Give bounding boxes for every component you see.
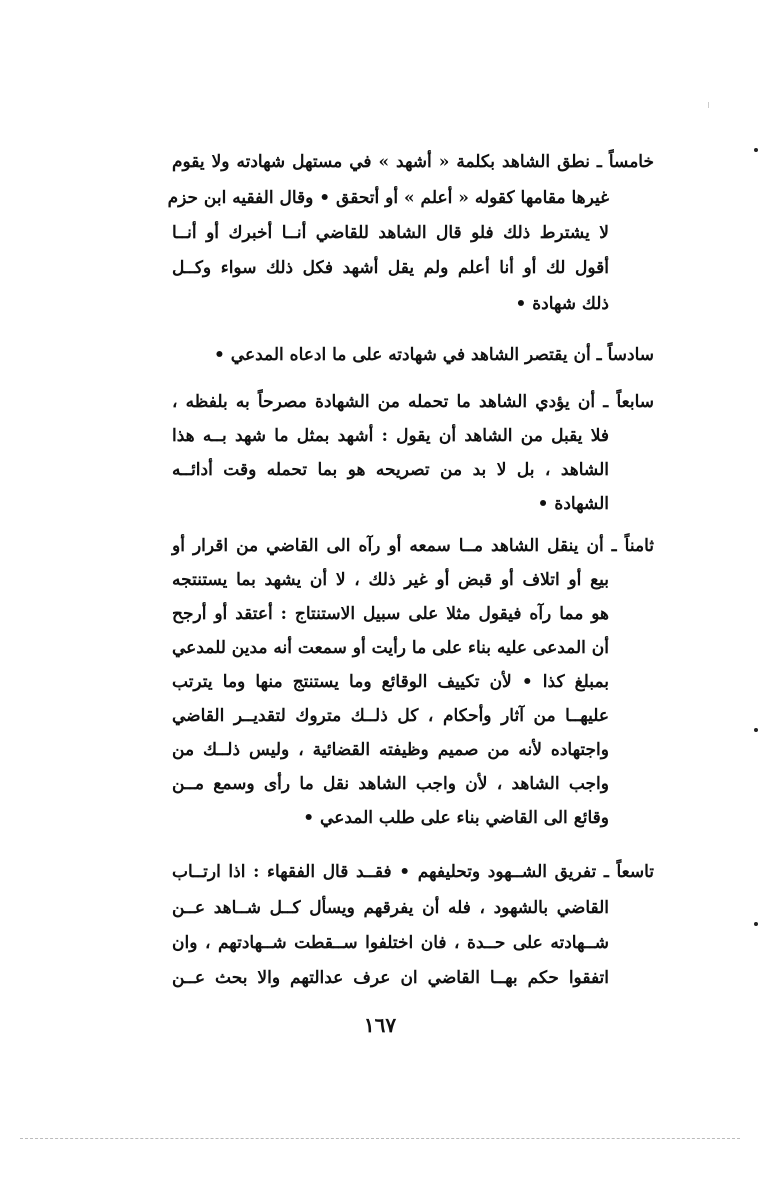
text-line: أقول لك أو أنا أعلم ولم يقل أشهد فكل ذلك سواء وكــل — [172, 258, 609, 278]
text-line: أن المدعى عليه بناء على ما رأيت أو سمعت أنه مدين للمدعي — [172, 638, 610, 658]
text-line: اتفقوا حكم بهــا القاضي ان عرف عدالتهم والا بحث عــن — [172, 968, 609, 988]
margin-mark — [754, 148, 758, 152]
text-line: شــهادته على حــدة ، فان اختلفوا ســقطت شــهادتهم ، وان — [172, 933, 609, 953]
text-line: القاضي بالشهود ، فله أن يفرقهم ويسأل كــل شــاهد عــن — [172, 898, 609, 918]
scan-mark — [702, 102, 709, 108]
text-line: خامساً ـ نطق الشاهد بكلمة « أشهد » في مستهل شهادته ولا يقوم — [172, 152, 654, 172]
text-line: سادساً ـ أن يقتصر الشاهد في شهادته على ما ادعاه المدعي • — [214, 345, 654, 365]
scan-edge — [20, 1138, 740, 1139]
text-line: ثامناً ـ أن ينقل الشاهد مــا سمعه أو رآه الى القاضي من اقرار أو — [172, 536, 654, 556]
text-line: الشاهد ، بل لا بد من تصريحه هو بما تحمله وقت أدائــه — [172, 460, 609, 480]
margin-mark — [754, 922, 758, 926]
text-line: عليهــا من آثار وأحكام ، كل ذلــك متروك لتقديــر القاضي — [172, 706, 609, 726]
text-line: تاسعاً ـ تفريق الشــهود وتحليفهم • فقــد قال الفقهاء : اذا ارتــاب — [172, 862, 654, 882]
text-line: لا يشترط ذلك فلو قال الشاهد للقاضي أنــا أخبرك أو أنــا — [172, 223, 609, 243]
text-line: بيع أو اتلاف أو قبض أو غير ذلك ، لا أن يشهد بما يستنتجه — [172, 570, 609, 590]
text-line: واجب الشاهد ، لأن واجب الشاهد نقل ما رأى وسمع مــن — [172, 774, 609, 794]
text-line: غيرها مقامها كقوله « أعلم » أو أتحقق • وقال الفقيه ابن حزم — [167, 188, 609, 208]
text-line: واجتهاده لأنه من صميم وظيفته القضائية ، وليس ذلــك من — [172, 740, 609, 760]
margin-mark — [754, 728, 758, 732]
text-line: هو مما رآه فيقول مثلا على سبيل الاستنتاج : أعتقد أو أرجح — [172, 604, 609, 624]
text-line: الشهادة • — [537, 494, 609, 514]
text-line: وقائع الى القاضي بناء على طلب المدعي • — [303, 808, 609, 828]
text-line: بمبلغ كذا • لأن تكييف الوقائع وما يستنتج منها وما يترتب — [172, 672, 609, 692]
text-line: سابعاً ـ أن يؤدي الشاهد ما تحمله من الشهادة مصرحاً به بلفظه ، — [172, 392, 654, 412]
text-line: ذلك شهادة • — [515, 294, 609, 314]
page-number: ١٦٧ — [363, 1013, 397, 1037]
text-line: فلا يقبل من الشاهد أن يقول : أشهد بمثل ما شهد بــه هذا — [172, 426, 609, 446]
